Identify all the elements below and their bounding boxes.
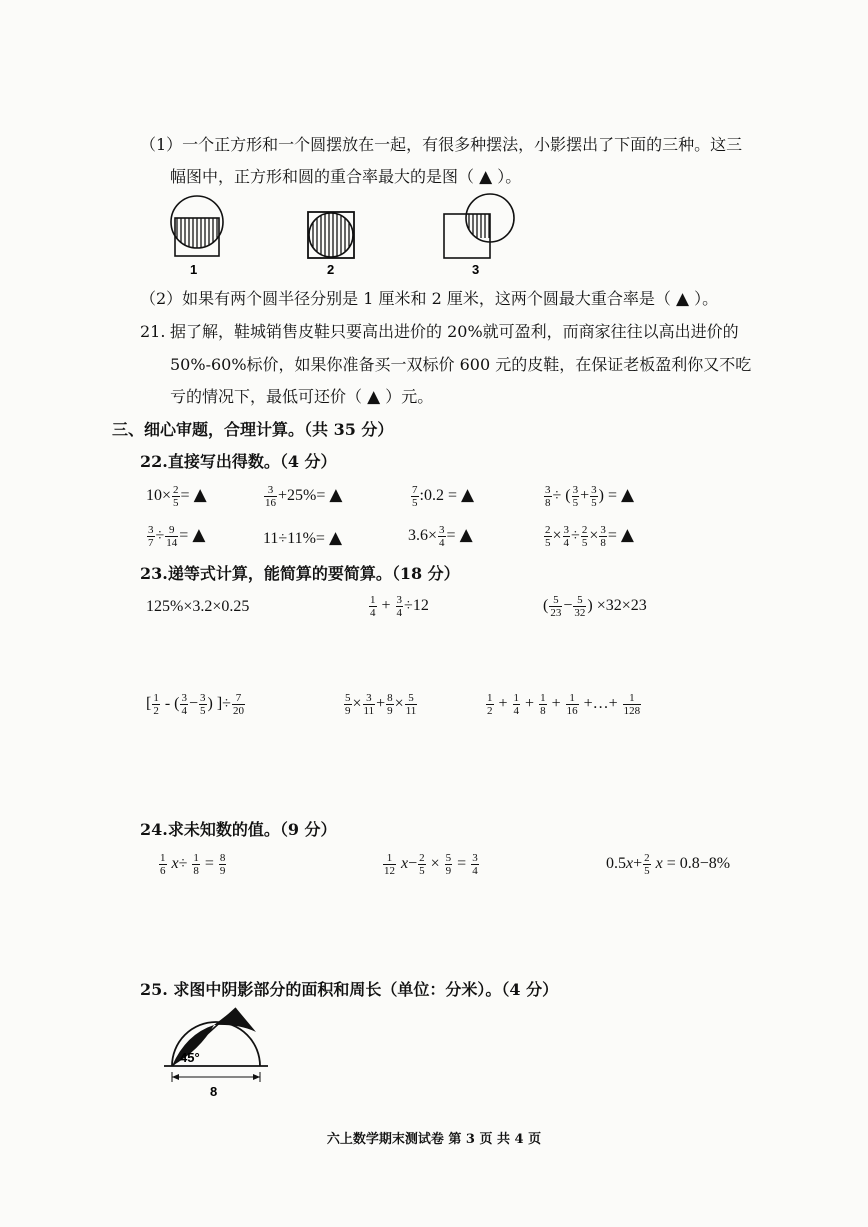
figure-label-2: 2 [327,262,335,277]
q22-item-c: $\frac{7}{5}$ :0.2 = ▲ [412,484,475,509]
q20-2-text-end: ）。 [694,289,719,308]
q22-item-e: $\frac{3}{7}$ ÷ $\frac{9}{14}$ = ▲ [148,524,206,549]
q20-1-text-end: ）。 [497,167,522,186]
q21-text: 亏的情况下，最低可还价（ [170,387,363,406]
figure-label-3: 3 [472,262,480,277]
answer-blank-icon: ▲ [328,528,343,548]
answer-blank-icon: ▲ [479,167,493,187]
q23-expr-4: [ $\frac{1}{2}$ - ( $\frac{3}{4}$ − $\frac{3}{5}$ ) ]÷ $\frac{7}{20}$ [146,692,244,717]
q24-equation-2: $\frac{1}{12}$ x− $\frac{2}{5}$ × $\frac{5}{9}$ = $\frac{3}{4}$ [384,852,478,877]
answer-blank-icon: ▲ [367,387,381,407]
q22-item-f: 11÷11%= ▲ [263,528,343,548]
page-footer: 六上数学期末测试卷 第 3 页 共 4 页 [326,1132,542,1147]
q21-text-end: ）元。 [385,387,434,406]
q21-line1: 据了解，鞋城销售皮鞋只要高出进价的 20%就可盈利，而商家往往以高出进价的 [170,322,739,341]
answer-blank-icon: ▲ [192,525,206,546]
q20-1-text: 幅图中，正方形和圆的重合率最大的是图（ [170,167,475,186]
answer-blank-icon: ▲ [620,525,634,546]
q24-equation-1: $\frac{1}{6}$ x÷ $\frac{1}{8}$ = $\frac{8}{9}$ [160,852,226,877]
q21-line2: 50%-60%标价，如果你准备买一双标价 600 元的皮鞋，在保证老板盈利你又不吃 [170,355,752,374]
answer-blank-icon: ▲ [459,525,473,546]
q22-item-g: 3.6× $\frac{3}{4}$ = ▲ [408,524,473,549]
q24-equation-3: 0.5x+ $\frac{2}{5}$ x = 0.8−8% [606,852,731,877]
q23-expr-2: $\frac{1}{4}$ + $\frac{3}{4}$ ÷12 [370,594,429,619]
answer-blank-icon: ▲ [460,485,475,506]
q22-item-a: 10× $\frac{2}{5}$ = ▲ [146,484,207,509]
dimension-label: 8 [210,1084,218,1099]
q23-expr-1: 125%×3.2×0.25 [146,598,250,615]
q23-expr-6: $\frac{1}{2}$ + $\frac{1}{4}$ + $\frac{1}{8}$ + $\frac{1}{16}$ +…+ $\frac{1}{128}$ [487,692,641,717]
answer-blank-icon: ▲ [621,485,635,506]
figure-label-1: 1 [190,262,198,277]
q20-2-text: （2）如果有两个圆半径分别是 1 厘米和 2 厘米，这两个圆最大重合率是（ [140,289,671,308]
q23-title: 23.递等式计算，能简算的要简算。（18 分） [140,564,460,583]
answer-blank-icon: ▲ [193,485,207,506]
q23-expr-3: ( $\frac{5}{23}$ − $\frac{5}{32}$ ) ×32×23 [543,594,647,619]
q25-title: 25. 求图中阴影部分的面积和周长（单位：分米）。（4 分） [140,980,559,999]
q22-item-d: $\frac{3}{8}$ ÷ ( $\frac{3}{5}$ + $\frac{3}{5}$ ) = ▲ [545,484,635,509]
q20-1-line1: （1）一个正方形和一个圆摆放在一起，有很多种摆法，小影摆出了下面的三种。这三 [140,135,743,154]
q22-item-b: $\frac{3}{16}$ +25%= ▲ [265,484,343,509]
angle-label: 45° [180,1050,200,1065]
section-3-title: 三、细心审题，合理计算。（共 35 分） [112,420,394,439]
q22-item-h: $\frac{2}{5}$ × $\frac{3}{4}$ ÷ $\frac{2}{5}$ × $\frac{3}{8}$ = ▲ [545,524,634,549]
answer-blank-icon: ▲ [675,289,690,309]
q22-title: 22.直接写出得数。（4 分） [140,452,337,471]
answer-blank-icon: ▲ [329,485,343,506]
q23-expr-5: $\frac{5}{9}$ × $\frac{3}{11}$ + $\frac{8}{9}$ × $\frac{5}{11}$ [345,692,417,717]
q24-title: 24.求未知数的值。（9 分） [140,820,337,839]
q21-number: 21. [140,322,166,341]
